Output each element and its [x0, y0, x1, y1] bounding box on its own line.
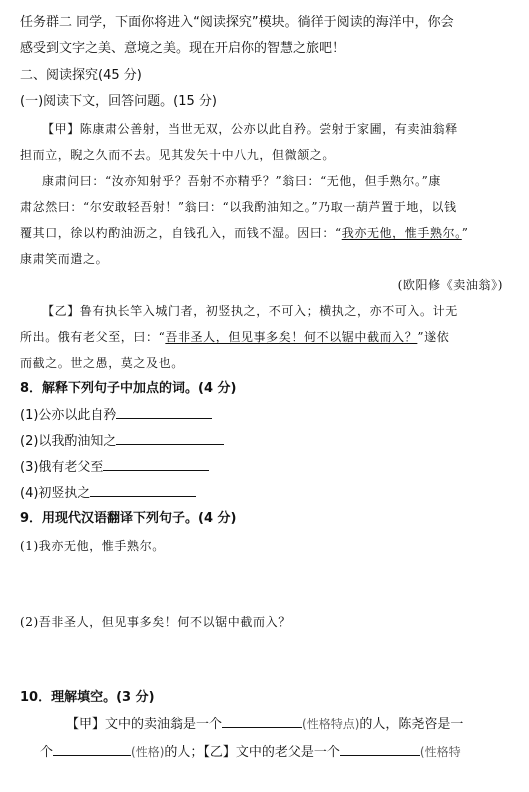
q10-blank-2[interactable]	[53, 743, 131, 756]
q10-line1-text: 【甲】文中的卖油翁是一个	[66, 717, 223, 732]
jia-closing-quote: ”	[461, 226, 469, 240]
q10-title: 10．理解填空。(3 分)	[20, 690, 155, 705]
jia-p2-line3	[20, 224, 469, 242]
q8-item-4-blank[interactable]	[90, 484, 196, 497]
q10-line2-text: 个	[40, 745, 54, 760]
q10-line1-tail: 的人，陈尧咨是一	[359, 717, 464, 732]
q10-line1	[66, 715, 463, 734]
jia-underlined-sentence: 我亦无他，惟手熟尔。	[341, 226, 462, 240]
q8-item-4	[20, 484, 196, 503]
q8-item-2-blank[interactable]	[116, 432, 224, 445]
q9-item-1: (1)我亦无他，惟手熟尔。	[20, 539, 165, 553]
q8-title: 8．解释下列句子中加点的词。(4 分)	[20, 381, 237, 396]
jia-p2-line1: 康肃问曰：“汝亦知射乎？吾射不亦精乎？”翁曰：“无他，但手熟尔。”康	[42, 174, 441, 188]
yi-line1: 【乙】鲁有执长竿入城门者，初竖执之，不可入；横执之，亦不可入。计无	[42, 304, 458, 318]
section-title: 二、阅读探究(45 分)	[20, 68, 142, 83]
q10-hint-2: (性格)	[131, 745, 165, 759]
q8-item-2-text: (2)以我酌油知之	[20, 434, 117, 449]
q10-hint-3: (性格特	[419, 745, 461, 759]
yi-line2-tail: ”遂依	[417, 330, 450, 344]
jia-source: (欧阳修《卖油翁》)	[397, 278, 503, 292]
q10-line2	[40, 743, 461, 762]
jia-p2-line3-text: 覆其口，徐以杓酌油沥之，自钱孔入，而钱不湿。因曰：“	[20, 226, 342, 240]
jia-p1-line1: 【甲】陈康肃公善射，当世无双，公亦以此自矜。尝射于家圃，有卖油翁释	[42, 122, 458, 136]
jia-p2-line2: 肃忿然曰：“尔安敢轻吾射！”翁曰：“以我酌油知之。”乃取一葫芦置于地，以钱	[20, 200, 457, 214]
q8-item-1-text: (1)公亦以此自矜	[20, 408, 117, 423]
q10-blank-1[interactable]	[222, 715, 302, 728]
q9-title: 9．用现代汉语翻译下列句子。(4 分)	[20, 511, 237, 526]
q8-item-4-text: (4)初竖执之	[20, 486, 91, 501]
yi-line3: 而截之。世之愚，莫之及也。	[20, 356, 184, 370]
intro-line-2: 感受到文字之美、意境之美。现在开启你的智慧之旅吧！	[20, 41, 346, 56]
yi-line2-text: 所出。俄有老父至，曰：“	[20, 330, 166, 344]
q10-blank-3[interactable]	[340, 743, 420, 756]
intro-line-1: 任务群二 同学，下面你将进入“阅读探究”模块。徜徉于阅读的海洋中，你会	[20, 15, 454, 30]
q8-item-2	[20, 432, 224, 451]
q10-line2-mid: 的人；【乙】文中的老父是一个	[164, 745, 340, 760]
q10-hint-1: (性格特点)	[302, 717, 360, 731]
q8-item-1-blank[interactable]	[116, 406, 212, 419]
q8-item-1	[20, 406, 212, 425]
jia-p1-line2: 担而立，睨之久而不去。见其发矢十中八九，但微颔之。	[20, 148, 336, 162]
jia-p2-line4: 康肃笑而遣之。	[20, 252, 109, 266]
q8-item-3-blank[interactable]	[103, 458, 209, 471]
q9-item-2: (2)吾非圣人，但见事多矣！何不以锯中截而入？	[20, 615, 291, 629]
yi-underlined-sentence: 吾非圣人，但见事多矣！何不以锯中截而入？	[165, 330, 418, 344]
yi-line2	[20, 328, 449, 346]
part1-heading: (一)阅读下文，回答问题。(15 分)	[20, 94, 217, 109]
q8-item-3	[20, 458, 209, 477]
q8-item-3-text: (3)俄有老父至	[20, 460, 104, 475]
